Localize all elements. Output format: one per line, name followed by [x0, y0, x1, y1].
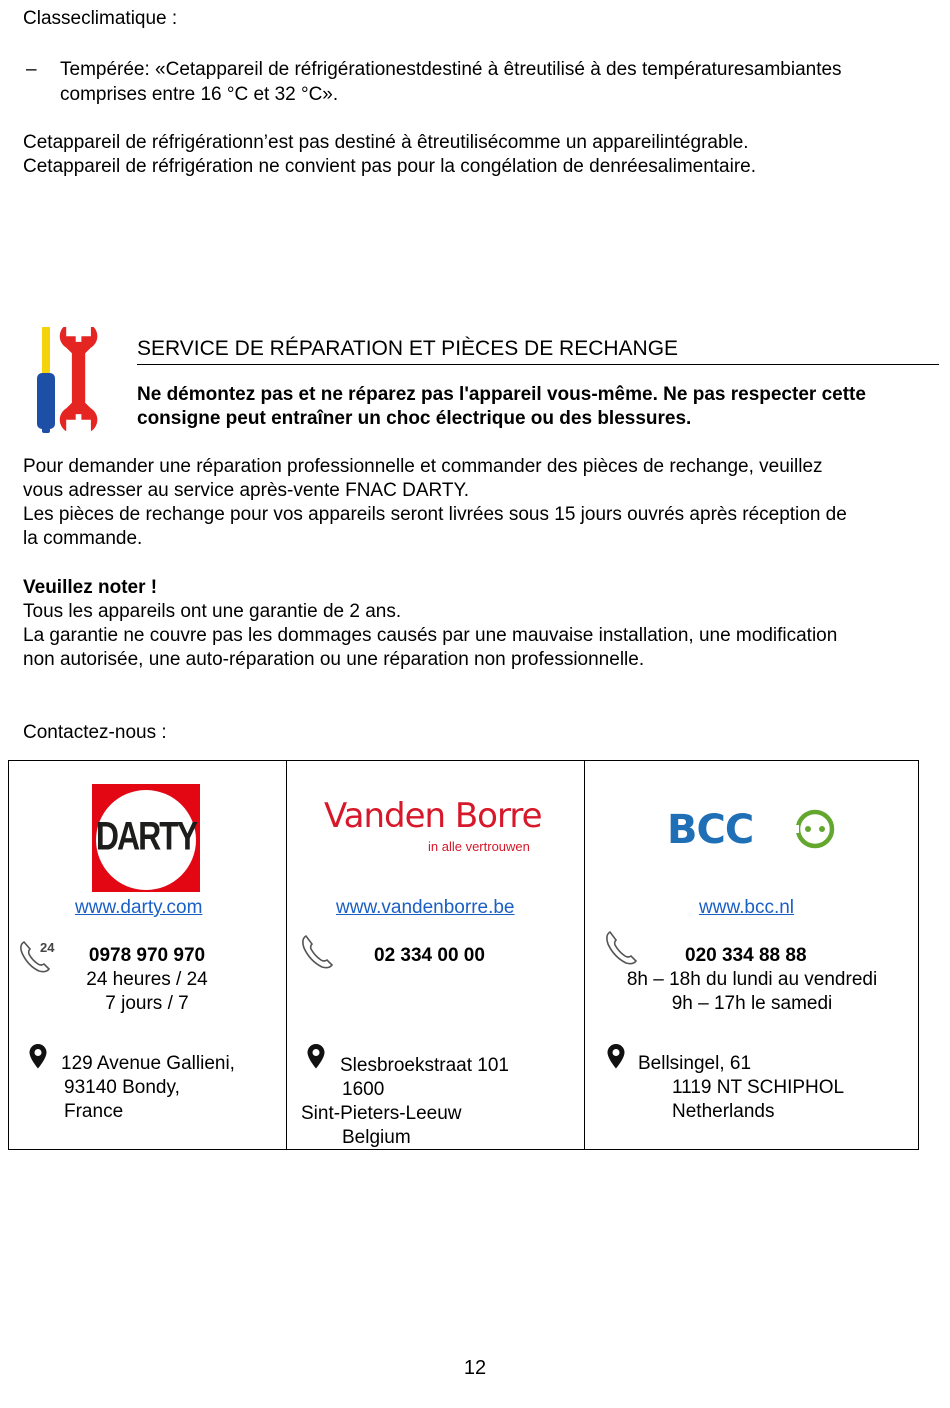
darty-address-line: 129 Avenue Gallieni, [61, 1053, 235, 1074]
phone-24h-icon [18, 938, 58, 974]
note-line: Tous les appareils ont une garantie de 2 ans. [23, 601, 402, 622]
warning-line: consigne peut entraîner un choc électrique ou des blessures. [137, 408, 692, 429]
darty-hours: 7 jours / 7 [105, 993, 189, 1014]
climate-bullet-line: comprises entre 16 °C et 32 °C». [60, 84, 339, 105]
darty-phone: 0978 970 970 [88, 945, 206, 966]
svg-text:24: 24 [40, 940, 55, 955]
bcc-address-line: 1119 NT SCHIPHOL [672, 1077, 845, 1098]
contact-label: Contactez-nous : [23, 722, 167, 743]
vandenborre-address-line: Sint-Pieters-Leeuw [301, 1103, 462, 1124]
vandenborre-address-line: Belgium [342, 1127, 411, 1148]
service-paragraph-line: Pour demander une réparation professionnelle et commander des pièces de rechange, veuillez [23, 456, 823, 477]
climate-title: Classeclimatique : [23, 8, 178, 29]
darty-website-link[interactable]: www.darty.com [75, 897, 203, 918]
vandenborre-address-line: 1600 [342, 1079, 385, 1100]
bullet-marker: – [26, 59, 37, 80]
vandenborre-phone: 02 334 00 00 [374, 945, 485, 966]
note-title: Veuillez noter ! [23, 577, 158, 598]
bcc-address-line: Netherlands [672, 1101, 775, 1122]
phone-icon [604, 928, 642, 966]
screwdriver-wrench-icon [34, 327, 102, 435]
location-pin-icon [306, 1043, 326, 1071]
location-pin-icon [606, 1043, 626, 1071]
bcc-hours: 9h – 17h le samedi [671, 993, 833, 1014]
page-number: 12 [463, 1357, 487, 1379]
service-paragraph-line: la commande. [23, 528, 143, 549]
climate-note-line: Cetappareil de réfrigérationn’est pas destiné à êtreutilisécomme un appareilintégrable. [23, 132, 749, 153]
service-heading: SERVICE DE RÉPARATION ET PIÈCES DE RECHANGE [137, 334, 939, 365]
climate-note-line: Cetappareil de réfrigération ne convient pas pour la congélation de denréesalimentaire. [23, 156, 757, 177]
bcc-logo [667, 808, 839, 850]
column-divider [584, 761, 585, 1149]
darty-hours: 24 heures / 24 [86, 969, 208, 990]
vandenborre-website-link[interactable]: www.vandenborre.be [336, 897, 515, 918]
column-divider [286, 761, 287, 1149]
warning-line: Ne démontez pas et ne réparez pas l'appareil vous-même. Ne pas respecter cette [137, 384, 866, 405]
svg-text:BCC: BCC [667, 808, 754, 850]
bcc-phone: 020 334 88 88 [685, 945, 807, 966]
phone-icon [300, 932, 338, 970]
bcc-hours: 8h – 18h du lundi au vendredi [626, 969, 878, 990]
bcc-website-link[interactable]: www.bcc.nl [699, 897, 795, 918]
bcc-address-line: Bellsingel, 61 [638, 1053, 752, 1074]
note-line: non autorisée, une auto-réparation ou une réparation non professionnelle. [23, 649, 645, 670]
location-pin-icon [28, 1043, 48, 1071]
vandenborre-address-line: Slesbroekstraat 101 [340, 1055, 509, 1076]
service-paragraph-line: vous adresser au service après-vente FNAC DARTY. [23, 480, 469, 501]
vandenborre-tagline: in alle vertrouwen [428, 839, 530, 854]
vandenborre-logo: Vanden Borre [324, 796, 542, 836]
note-line: La garantie ne couvre pas les dommages causés par une mauvaise installation, une modification [23, 625, 838, 646]
darty-address-line: 93140 Bondy, [64, 1077, 180, 1098]
service-paragraph-line: Les pièces de rechange pour vos appareils seront livrées sous 15 jours ouvrés après réception de [23, 504, 847, 525]
darty-address-line: France [64, 1101, 124, 1122]
darty-logo: DARTY [92, 784, 200, 892]
climate-bullet-line: Tempérée: «Cetappareil de réfrigérationestdestiné à êtreutilisé à des températuresambiantes [60, 59, 842, 80]
